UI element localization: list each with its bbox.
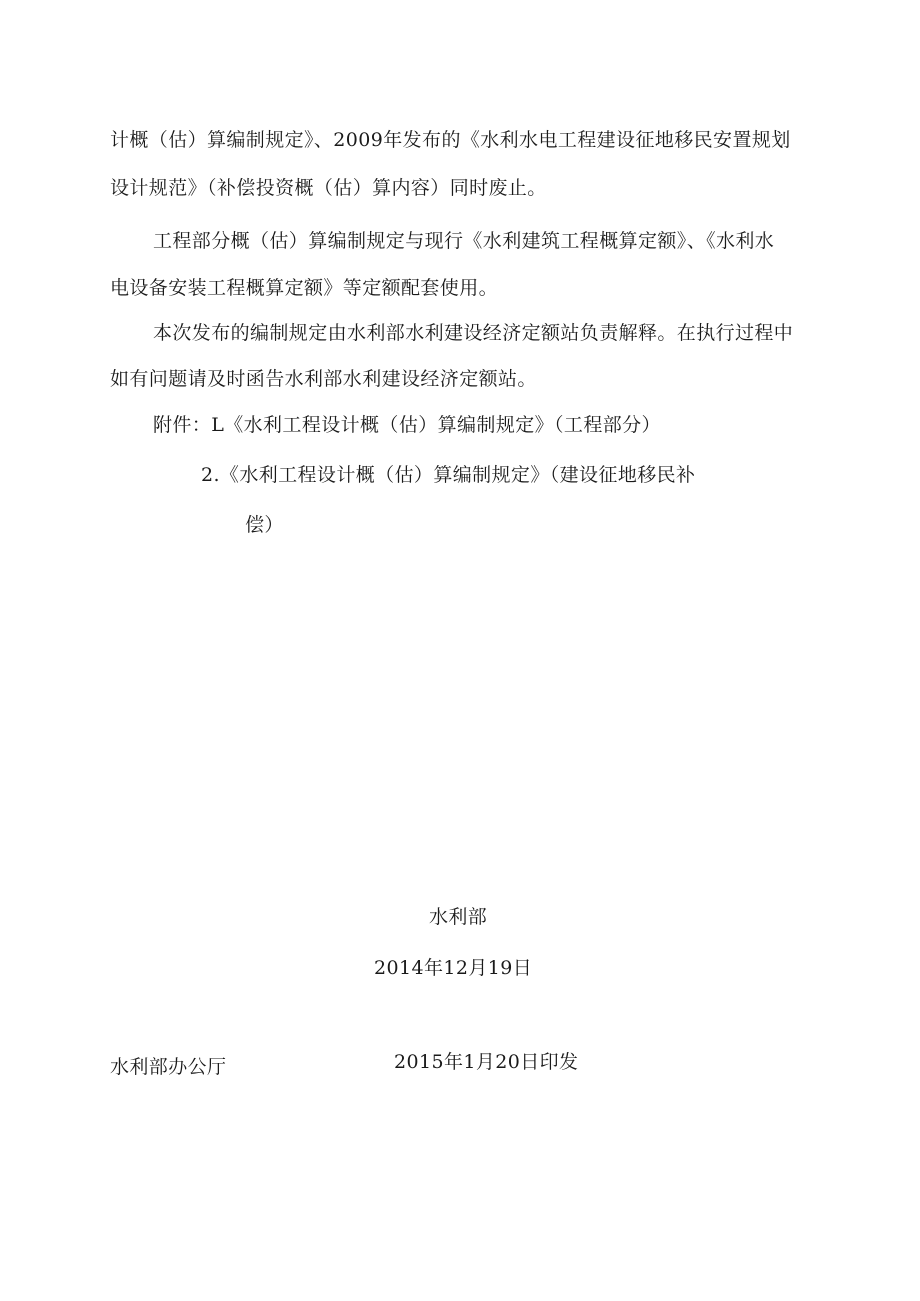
body-line: 如有问题请及时函告水利部水利建设经济定额站。 (110, 368, 537, 390)
signature-organization: 水利部 (429, 906, 488, 928)
body-line: 工程部分概（估）算编制规定与现行《水利建筑工程概算定额》、《水利水 (153, 230, 775, 252)
footer-office: 水利部办公厅 (110, 1056, 227, 1078)
footer-issue-date: 2015年1月20日印发 (394, 1051, 579, 1073)
attachment-line: 偿） (245, 514, 284, 536)
attachment-line: 附件：L《水利工程设计概（估）算编制规定》（工程部分） (153, 414, 661, 436)
body-line: 电设备安装工程概算定额》等定额配套使用。 (110, 277, 499, 299)
body-line: 计概（估）算编制规定》、2009年发布的《水利水电工程建设征地移民安置规划 (110, 129, 791, 151)
body-line: 设计规范》（补偿投资概（估）算内容）同时废止。 (110, 177, 547, 199)
attachment-line: 2.《水利工程设计概（估）算编制规定》（建设征地移民补 (201, 464, 696, 486)
signature-date: 2014年12月19日 (374, 957, 533, 979)
body-line: 本次发布的编制规定由水利部水利建设经济定额站负责解释。在执行过程中 (153, 322, 794, 344)
